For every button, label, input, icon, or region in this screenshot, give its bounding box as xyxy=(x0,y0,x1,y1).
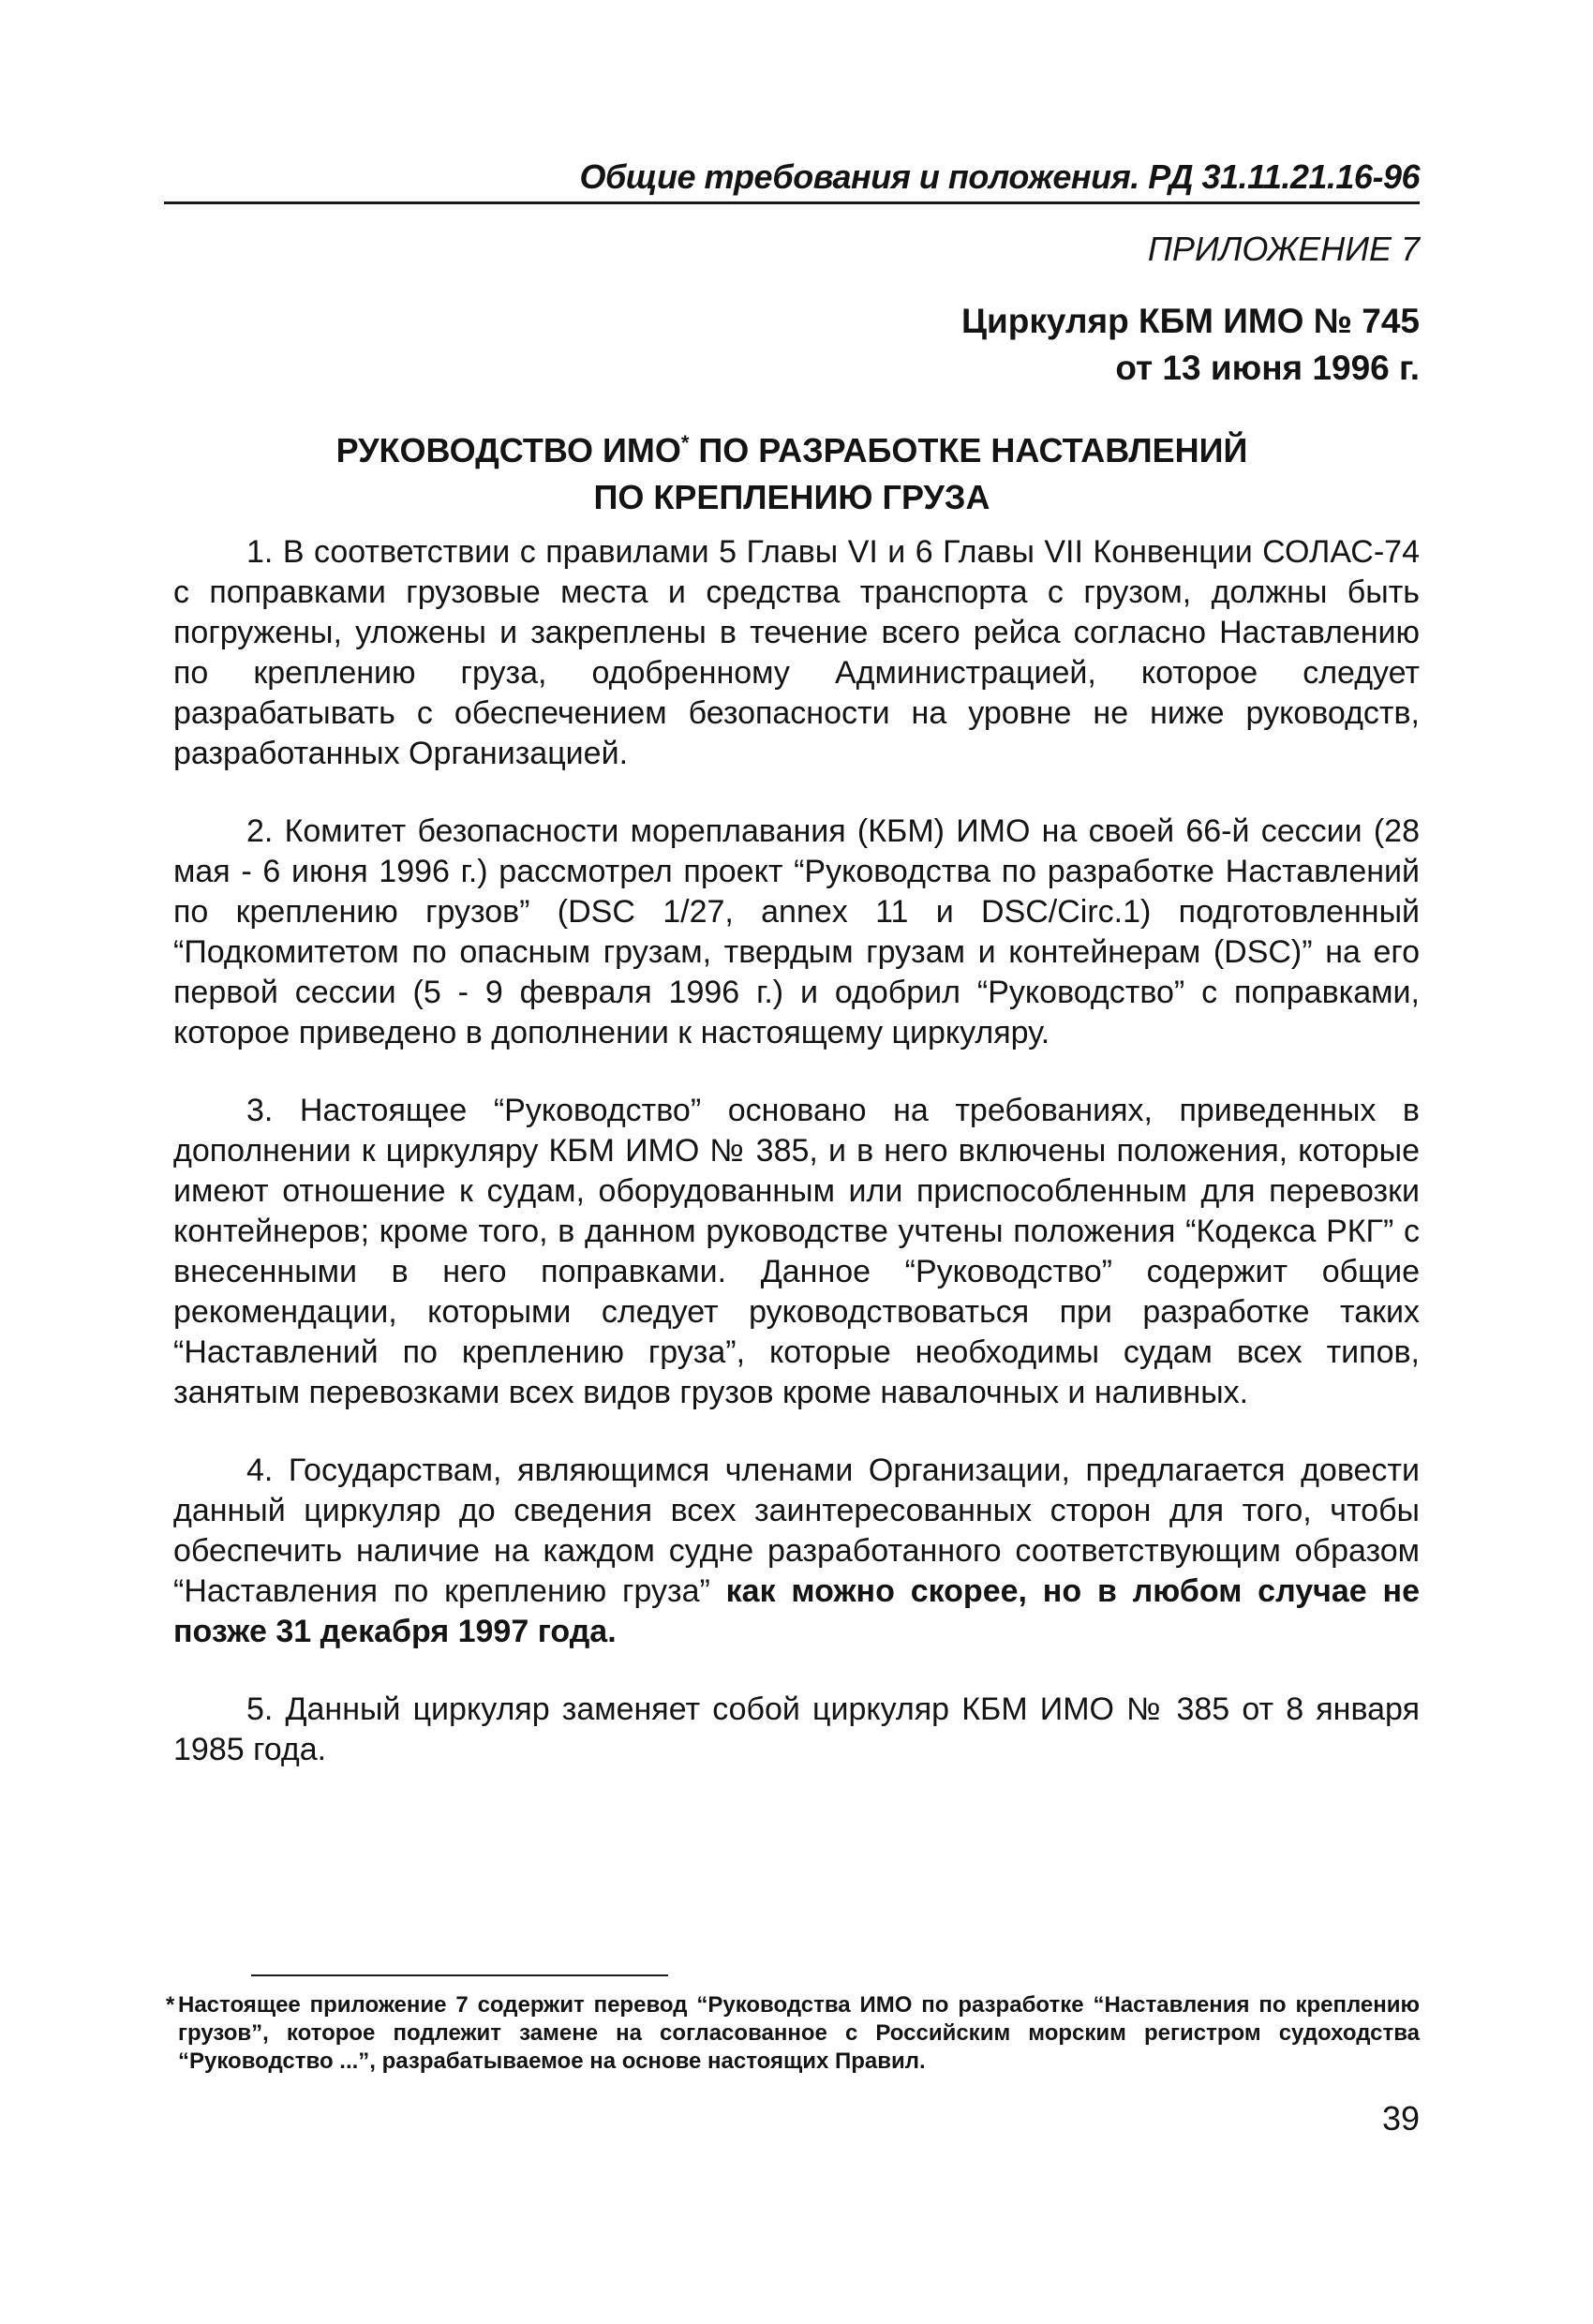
title-line-1 xyxy=(164,420,1420,474)
paragraph-5: 5. Данный циркуляр заменяет собой циркуляр КБМ ИМО № 385 от 8 января 1985 года. xyxy=(173,1691,1420,1767)
paragraph-4-deadline: как можно скорее, но в любом случае не позже 31 декабря 1997 года. xyxy=(173,1573,1420,1649)
header-rule xyxy=(164,201,1420,204)
footnote-mark: * xyxy=(166,1992,175,2018)
footnote-text: Настоящее приложение 7 содержит перевод “Руководства ИМО по разработке “Наставления по креплению грузов”, которое подлежит замене на согласованное с Российским морским регистром судоходства “Руководство ...”, разрабатываемое на основе настоящих Правил. xyxy=(178,1992,1420,2074)
paragraph-1: 1. В соответствии с правилами 5 Главы VI и 6 Главы VII Конвенции СОЛАС-74 с поправками грузовые места и средства транспорта с грузом, должны быть погружены, уложены и закреплены в течение всего рейса согласно Наставлению по креплению груза, одобренному Администрацией, которое следует разрабатывать с обеспечением безопасности на уровне не ниже руководств, разработанных Организацией. xyxy=(173,534,1420,771)
running-header-title: Общие требования и положения. РД 31.11.21.16-96 xyxy=(579,157,1420,196)
paragraph-2: 2. Комитет безопасности мореплавания (КБМ) ИМО на своей 66-й сессии (28 мая - 6 июня 1996 г.) рассмотрел проект “Руководства по разработке Наставлений по креплению грузов” (DSC 1/27, annex 11 и DSC/Circ.1) подготовленный “Подкомитетом по опасным грузам, твердым грузам и контейнерам (DSC)” на его первой сессии (5 - 9 февраля 1996 г.) и одобрил “Руководство” с поправками, которое приведено в дополнении к настоящему циркуляру. xyxy=(173,813,1420,1050)
paragraph-4 xyxy=(173,1451,1420,1652)
paragraph-4-text: 4. Государствам, являющимся членами Организации, предлагается довести данный циркуляр до сведения всех заинтересованных сторон для того, чтобы обеспечить наличие на каждом судне разработанного соответствующим образом “Наставления по креплению груза” xyxy=(173,1452,1420,1609)
page-number: 39 xyxy=(1381,2099,1420,2138)
paragraph-3: 3. Настоящее “Руководство” основано на требованиях, приведенных в дополнении к циркуляру КБМ ИМО № 385, и в него включены положения, которые имеют отношение к судам, оборудованным или приспособленным для перевозки контейнеров; кроме того, в данном руководстве учтены положения “Кодекса РКГ” с внесенными в него поправками. Данное “Руководство” содержит общие рекомендации, которыми следует руководствоваться при разработке таких “Наставлений по креплению груза”, которые необходимы судам всех типов, занятым перевозками всех видов грузов кроме навалочных и наливных. xyxy=(173,1093,1420,1410)
title-line-1-start: РУКОВОДСТВО ИМО xyxy=(335,431,681,469)
title-line-1-rest: ПО РАЗРАБОТКЕ НАСТАВЛЕНИЙ xyxy=(689,431,1248,469)
footnote-rule xyxy=(251,1974,668,1976)
document-title xyxy=(164,420,1420,521)
title-footnote-mark: * xyxy=(680,431,690,454)
circular-date: от 13 июня 1996 г. xyxy=(1115,349,1420,387)
document-body xyxy=(173,532,1420,1808)
footnote xyxy=(166,1991,1420,2076)
appendix-label: ПРИЛОЖЕНИЕ 7 xyxy=(1147,230,1420,268)
circular-reference xyxy=(164,298,1420,392)
circular-number: Циркуляр КБМ ИМО № 745 xyxy=(961,302,1420,340)
title-line-2: ПО КРЕПЛЕНИЮ ГРУЗА xyxy=(593,478,990,516)
